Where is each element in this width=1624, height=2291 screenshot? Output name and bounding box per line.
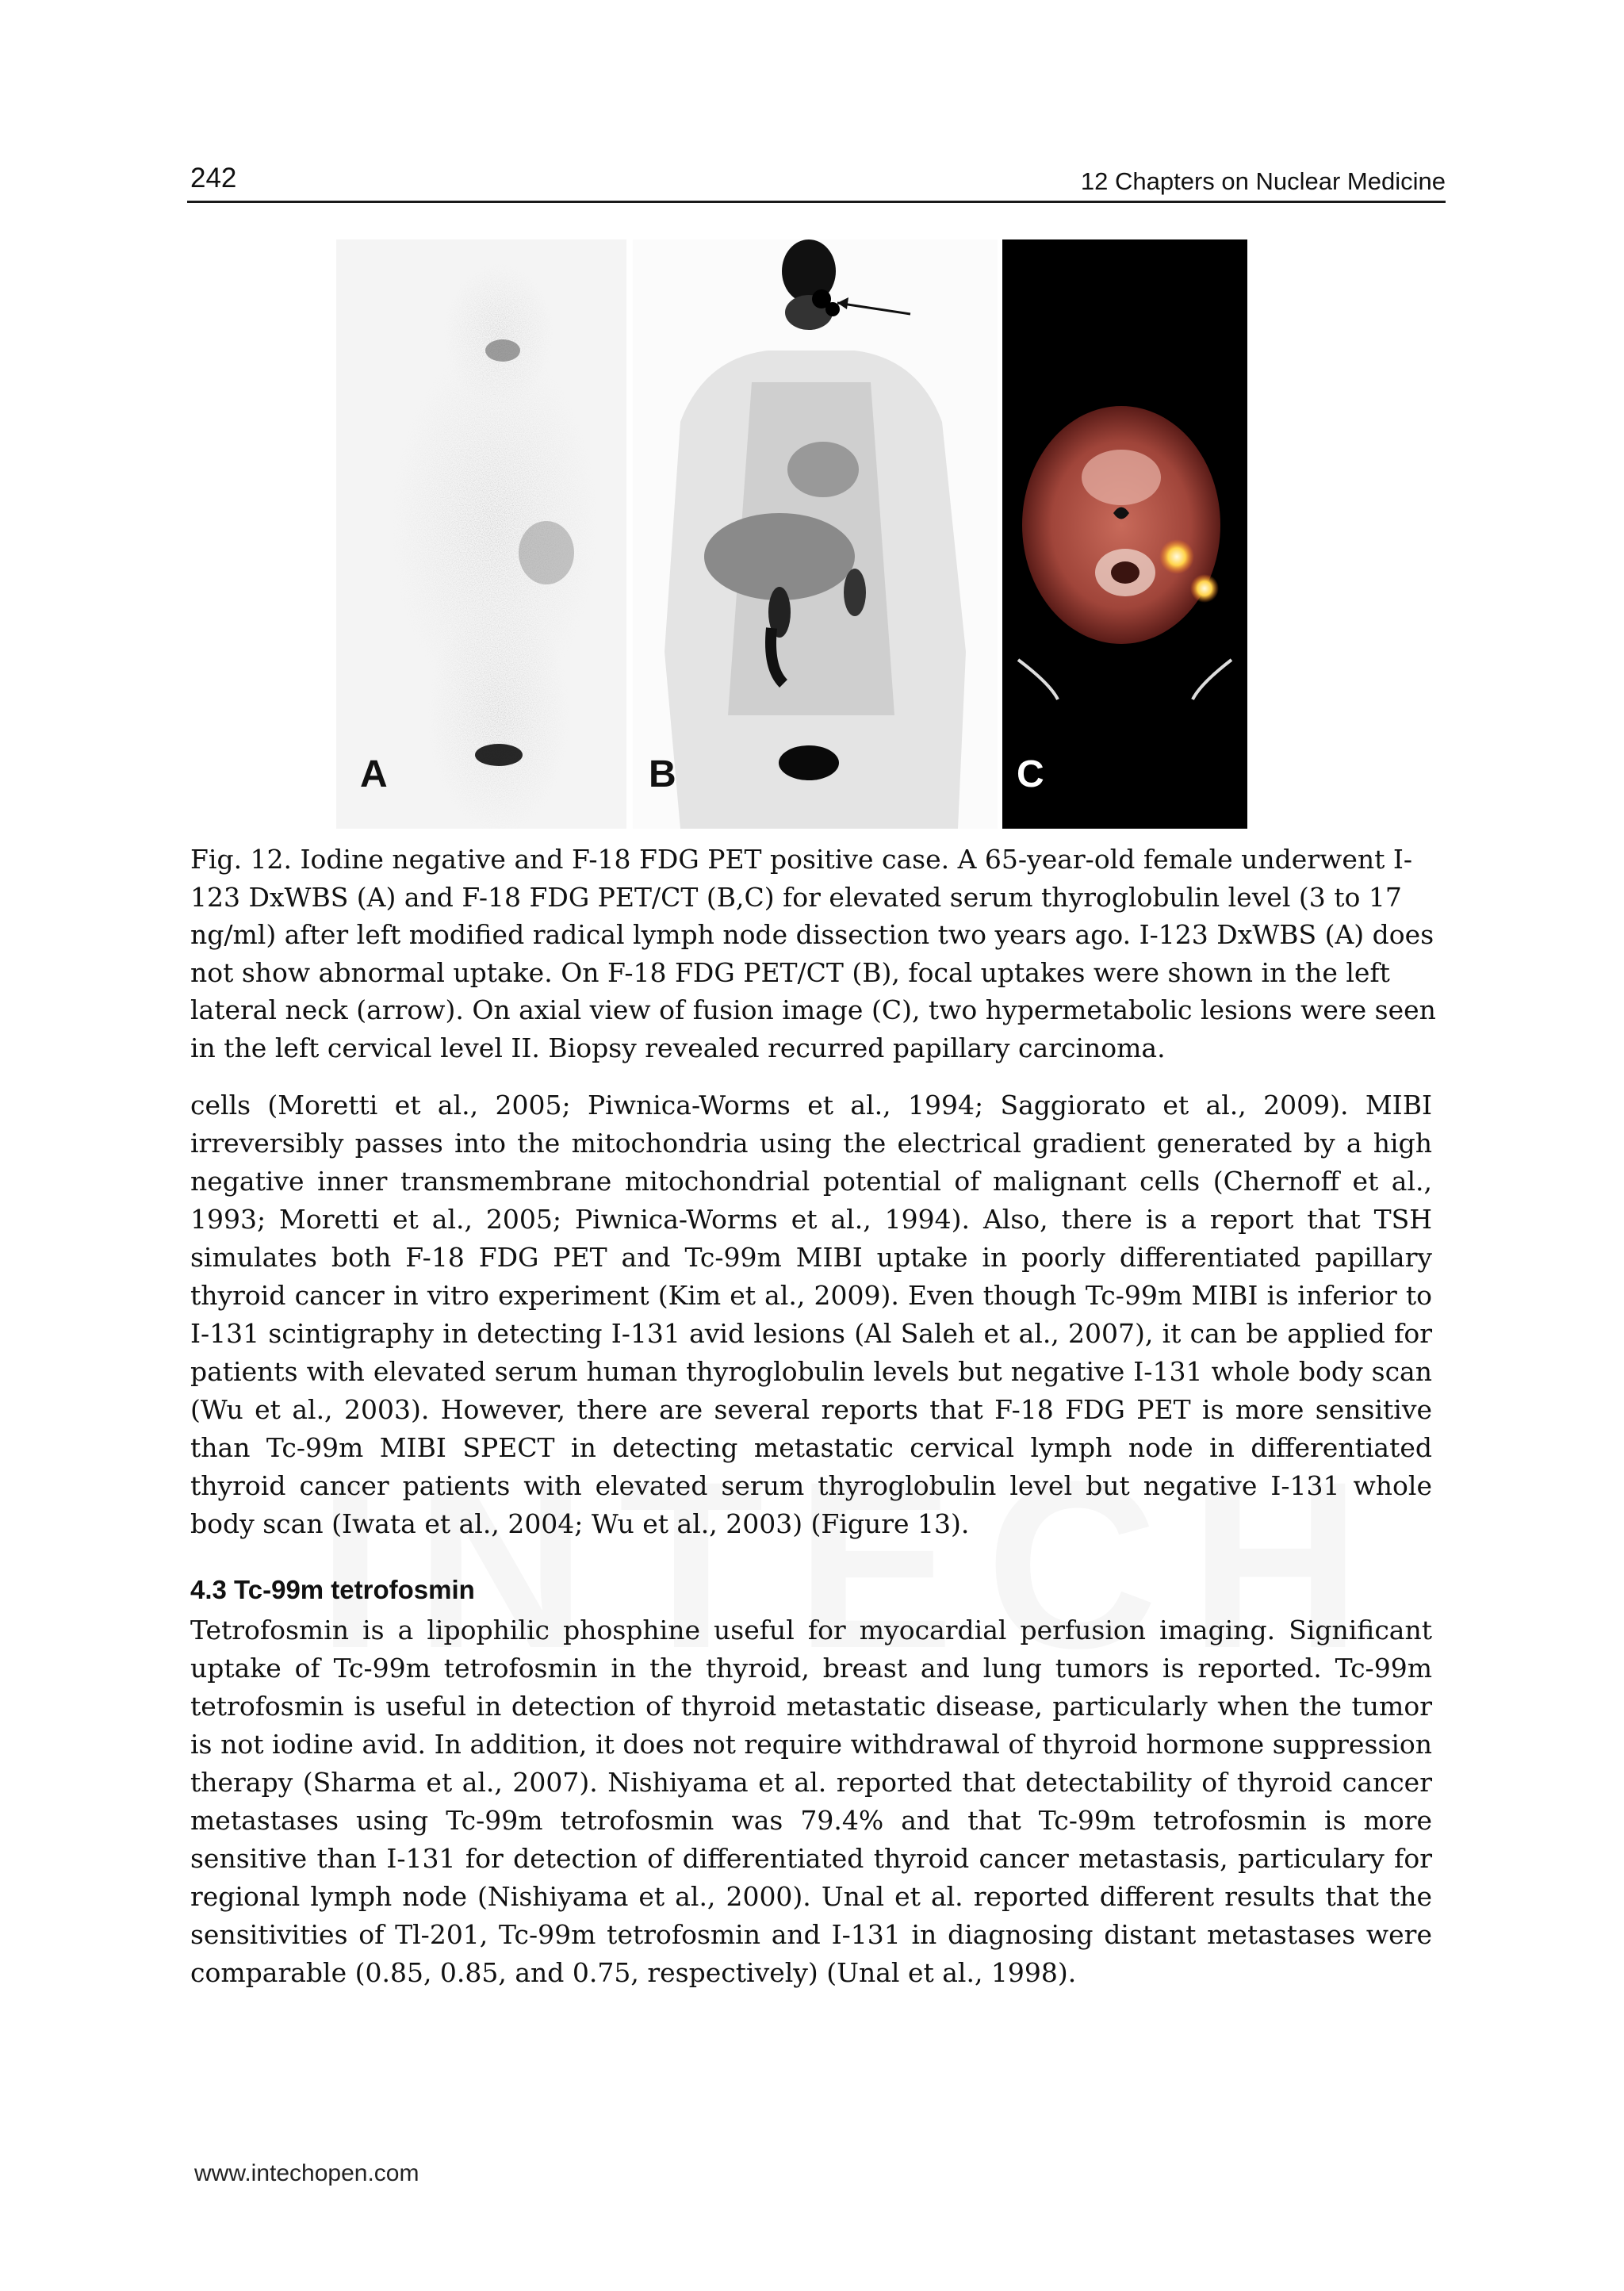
pet-ct-fusion-image	[1002, 239, 1247, 829]
figure-panel-c	[1002, 239, 1247, 829]
figure-caption: Fig. 12. Iodine negative and F-18 FDG PET positive case. A 65-year-old female underwent I-123 DxWBS (A) and F-18 FDG PET/CT (B,C) for elevated serum thyroglobulin level (3 to 17 ng/ml) after left modified radical lymph node dissection two years ago. I-123 DxWBS (A) does not show abnormal uptake. On F-18 FDG PET/CT (B), focal uptakes were shown in the left lateral neck (arrow). On axial view of fusion image (C), two hypermetabolic lesions were seen in the left cervical level II. Biopsy revealed recurred papillary carcinoma.	[190, 844, 1436, 1063]
pet-mip-image	[633, 239, 998, 829]
whole-body-scan-image	[336, 239, 626, 829]
body-paragraph-2: Tetrofosmin is a lipophilic phosphine useful for myocardial perfusion imaging. Significant uptake of Tc-99m tetrofosmin in the thyroid, breast and lung tumors is reported. Tc-99m tetrofosmin is useful in detection of thyroid metastatic disease, particularly when the tumor is not iodine avid. In addition, it does not require withdrawal of thyroid hormone suppression therapy (Sharma et al., 2007). Nishiyama et al. reported that detectability of thyroid cancer metastases using Tc-99m tetrofosmin was 79.4% and that Tc-99m tetrofosmin is more sensitive than I-131 for detection of differentiated thyroid cancer metastasis, particulary for regional lymph node (Nishiyama et al., 2000). Unal et al. reported different results that the sensitivities of Tl-201, Tc-99m tetrofosmin and I-131 in diagnosing distant metastases were comparable (0.85, 0.85, and 0.75, respectively) (Unal et al., 1998).	[190, 1615, 1432, 1988]
body-paragraph-1: cells (Moretti et al., 2005; Piwnica-Worms et al., 1994; Saggiorato et al., 2009). MIBI irreversibly passes into the mitochondria using the electrical gradient generated by a high negative inner transmembrane mitochondrial potential of malignant cells (Chernoff et al., 1993; Moretti et al., 2005; Piwnica-Worms et al., 1994). Also, there is a report that TSH simulates both F-18 FDG PET and Tc-99m MIBI uptake in poorly differentiated papillary thyroid cancer in vitro experiment (Kim et al., 2009). Even though Tc-99m MIBI is inferior to I-131 scintigraphy in detecting I-131 avid lesions (Al Saleh et al., 2007), it can be applied for patients with elevated serum human thyroglobulin levels but negative I-131 whole body scan (Wu et al., 2003). However, there are several reports that F-18 FDG PET is more sensitive than Tc-99m MIBI SPECT in detecting metastatic cervical lymph node in differentiated thyroid cancer patients with elevated serum thyroglobulin level but negative I-131 whole body scan (Iwata et al., 2004; Wu et al., 2003) (Figure 13).	[190, 1090, 1432, 1539]
running-title: 12 Chapters on Nuclear Medicine	[1080, 167, 1446, 195]
panel-label-c: C	[1017, 753, 1044, 795]
page-header	[187, 163, 1446, 203]
figure-panel-a	[336, 239, 626, 829]
footer-url[interactable]: www.intechopen.com	[194, 2160, 419, 2186]
page-number: 242	[190, 163, 237, 193]
figure-panel-b	[633, 239, 998, 829]
panel-label-a: A	[360, 753, 388, 795]
panel-label-b: B	[649, 753, 676, 795]
section-heading: 4.3 Tc-99m tetrofosmin	[190, 1575, 475, 1604]
